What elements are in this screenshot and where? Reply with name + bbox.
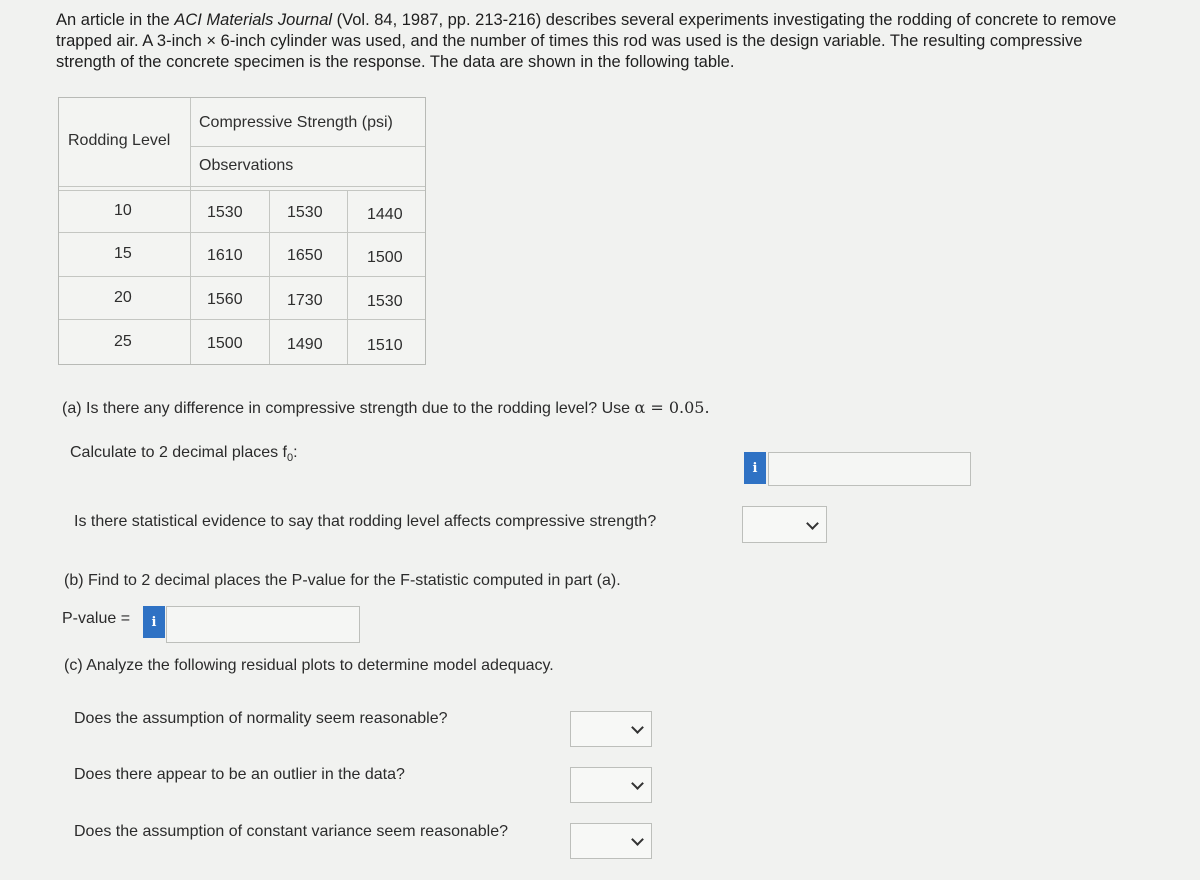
chevron-down-icon bbox=[806, 517, 819, 530]
column-group-header: Compressive Strength (psi) bbox=[199, 114, 393, 131]
journal-name: ACI Materials Journal bbox=[174, 11, 333, 29]
f0-input[interactable] bbox=[768, 452, 971, 486]
observation-cell: 1510 bbox=[367, 337, 403, 354]
f0-label-text: Calculate to 2 decimal places f bbox=[70, 444, 287, 461]
observation-cell: 1730 bbox=[287, 292, 323, 309]
observation-cell: 1440 bbox=[367, 206, 403, 223]
observation-cell: 1500 bbox=[207, 335, 243, 352]
info-icon[interactable] bbox=[143, 606, 165, 638]
alpha-value: α = 0.05. bbox=[634, 398, 710, 417]
f0-subscript: 0 bbox=[287, 452, 294, 465]
table-divider bbox=[59, 190, 425, 191]
intro-text-start: An article in the bbox=[56, 11, 175, 29]
intro-text-rest: (Vol. 84, 1987, pp. 213-216) describes several experiments investigating the rodding of concrete to remove trapped air. A 3-inch × 6-inch cylinder was used, and the number of times this rod was used is the design variable. The resulting compressive strength of the concrete specimen is the response. The data are shown in the following table. bbox=[56, 11, 1117, 71]
part-b-question: (b) Find to 2 decimal places the P-value for the F-statistic computed in part (a). bbox=[64, 572, 621, 589]
observation-cell: 1500 bbox=[367, 249, 403, 266]
observation-cell: 1650 bbox=[287, 247, 323, 264]
observation-cell: 1560 bbox=[207, 291, 243, 308]
outlier-select[interactable] bbox=[570, 767, 652, 803]
table-divider bbox=[59, 186, 425, 187]
rodding-level-cell: 15 bbox=[114, 245, 132, 262]
outlier-question: Does there appear to be an outlier in the data? bbox=[74, 766, 405, 783]
table-divider bbox=[59, 319, 425, 320]
observation-cell: 1490 bbox=[287, 336, 323, 353]
pvalue-label: P-value = bbox=[62, 610, 131, 627]
column-sub-header: Observations bbox=[199, 157, 294, 174]
table-divider bbox=[59, 276, 425, 277]
observation-cell: 1530 bbox=[287, 204, 323, 221]
chevron-down-icon bbox=[631, 721, 644, 734]
part-a-question bbox=[62, 398, 710, 418]
evidence-select[interactable] bbox=[742, 506, 827, 543]
observation-cell: 1610 bbox=[207, 247, 243, 264]
info-glyph: i bbox=[752, 460, 758, 476]
normality-question: Does the assumption of normality seem reasonable? bbox=[74, 710, 448, 727]
info-glyph: i bbox=[151, 614, 157, 630]
part-a-question-text: (a) Is there any difference in compressive strength due to the rodding level? Use bbox=[62, 400, 635, 417]
normality-select[interactable] bbox=[570, 711, 652, 747]
problem-intro bbox=[56, 10, 1136, 73]
chevron-down-icon bbox=[631, 833, 644, 846]
observation-cell: 1530 bbox=[367, 293, 403, 310]
chevron-down-icon bbox=[631, 777, 644, 790]
data-table bbox=[58, 97, 426, 365]
table-divider bbox=[190, 98, 191, 364]
f0-label bbox=[70, 444, 298, 464]
table-divider bbox=[269, 190, 270, 364]
observation-cell: 1530 bbox=[207, 204, 243, 221]
f0-label-colon: : bbox=[293, 444, 298, 461]
evidence-question: Is there statistical evidence to say that rodding level affects compressive strength? bbox=[74, 513, 657, 530]
info-icon[interactable] bbox=[744, 452, 766, 484]
row-header-rodding-level: Rodding Level bbox=[68, 132, 171, 149]
part-c-question: (c) Analyze the following residual plots to determine model adequacy. bbox=[64, 657, 554, 674]
rodding-level-cell: 10 bbox=[114, 202, 132, 219]
variance-select[interactable] bbox=[570, 823, 652, 859]
pvalue-input[interactable] bbox=[166, 606, 360, 643]
variance-question: Does the assumption of constant variance seem reasonable? bbox=[74, 823, 509, 840]
rodding-level-cell: 25 bbox=[114, 333, 132, 350]
table-divider bbox=[190, 146, 425, 147]
table-divider bbox=[347, 190, 348, 364]
table-divider bbox=[59, 232, 425, 233]
rodding-level-cell: 20 bbox=[114, 289, 132, 306]
